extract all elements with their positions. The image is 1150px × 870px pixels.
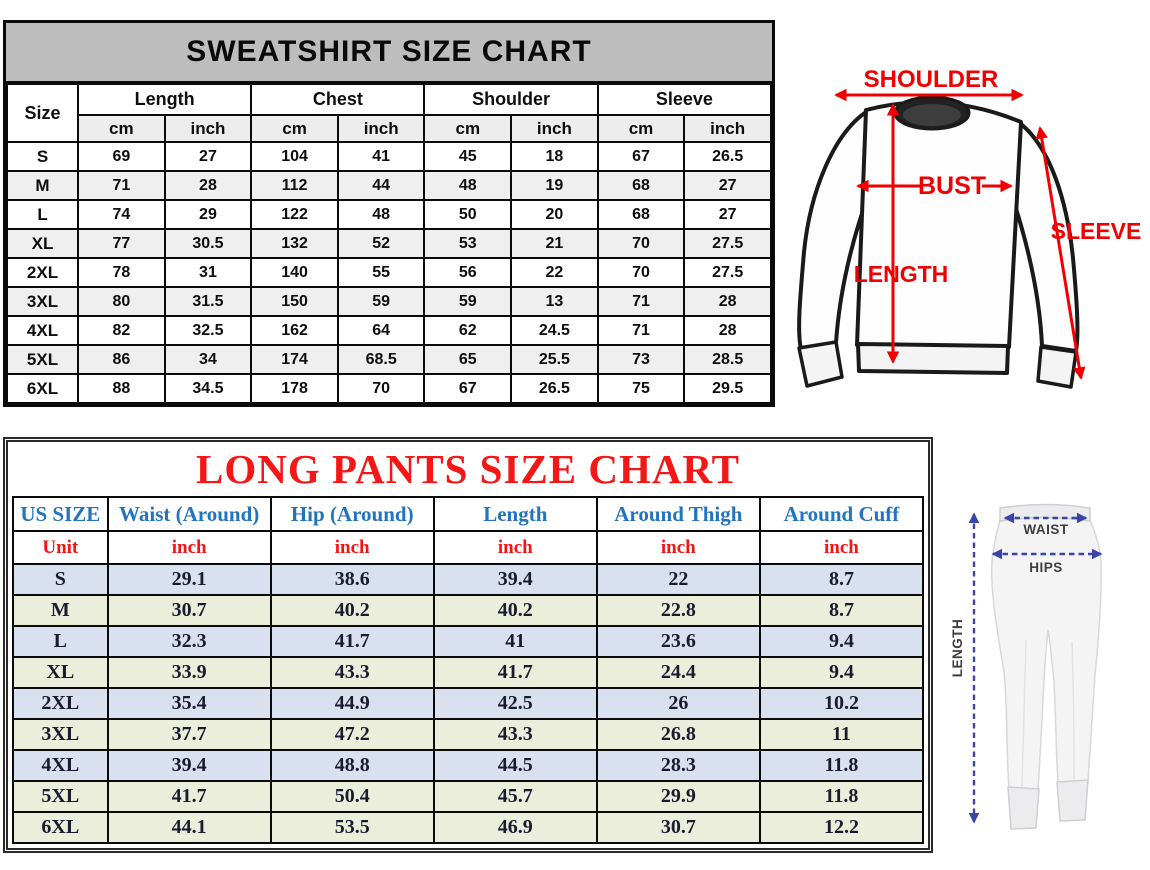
pants-table-row	[13, 719, 923, 750]
value-cell: 62	[424, 316, 511, 345]
value-cell: 80	[78, 287, 165, 316]
value-cell: 26.8	[597, 719, 760, 750]
value-cell: 41.7	[108, 781, 271, 812]
value-cell: 22	[511, 258, 598, 287]
value-cell: 38.6	[271, 564, 434, 595]
value-cell: 39.4	[108, 750, 271, 781]
value-cell: 27	[165, 142, 252, 171]
pants-table-row	[13, 657, 923, 688]
col-header-around-cuff: Around Cuff	[760, 497, 923, 531]
size-cell: XL	[13, 657, 108, 688]
value-cell: 78	[78, 258, 165, 287]
pants-table-body	[13, 564, 923, 843]
size-cell: L	[13, 626, 108, 657]
value-cell: 41	[338, 142, 425, 171]
value-cell: 132	[251, 229, 338, 258]
value-cell: 26	[597, 688, 760, 719]
pants-diagram	[930, 430, 1150, 870]
value-cell: 150	[251, 287, 338, 316]
pants-table-row	[13, 688, 923, 719]
value-cell: 35.4	[108, 688, 271, 719]
value-cell: 50.4	[271, 781, 434, 812]
value-cell: 68	[598, 171, 685, 200]
value-cell: 178	[251, 374, 338, 403]
col-header-around-thigh: Around Thigh	[597, 497, 760, 531]
col-header-waist: Waist (Around)	[108, 497, 271, 531]
size-cell: S	[13, 564, 108, 595]
value-cell: 56	[424, 258, 511, 287]
value-cell: 43.3	[434, 719, 597, 750]
unit-cell: inch	[271, 531, 434, 564]
value-cell: 77	[78, 229, 165, 258]
col-group-sleeve: Sleeve	[598, 84, 771, 115]
sweatshirt-table-row	[7, 171, 771, 200]
value-cell: 31.5	[165, 287, 252, 316]
value-cell: 45	[424, 142, 511, 171]
value-cell: 70	[338, 374, 425, 403]
value-cell: 59	[338, 287, 425, 316]
col-header-us-size: US SIZE	[13, 497, 108, 531]
value-cell: 174	[251, 345, 338, 374]
unit-header: inch	[511, 115, 598, 142]
value-cell: 28	[684, 287, 771, 316]
value-cell: 12.2	[760, 812, 923, 843]
value-cell: 71	[598, 316, 685, 345]
value-cell: 122	[251, 200, 338, 229]
size-cell: 6XL	[7, 374, 78, 403]
value-cell: 71	[78, 171, 165, 200]
sweatshirt-table-row	[7, 287, 771, 316]
value-cell: 42.5	[434, 688, 597, 719]
sweatshirt-table-row	[7, 345, 771, 374]
pants-table-row	[13, 781, 923, 812]
value-cell: 24.4	[597, 657, 760, 688]
sweatshirt-chart-title: SWEATSHIRT SIZE CHART	[6, 23, 772, 83]
value-cell: 29.1	[108, 564, 271, 595]
value-cell: 86	[78, 345, 165, 374]
shoulder-measure-label: SHOULDER	[863, 66, 999, 93]
size-cell: M	[13, 595, 108, 626]
value-cell: 28	[684, 316, 771, 345]
value-cell: 8.7	[760, 564, 923, 595]
value-cell: 67	[598, 142, 685, 171]
value-cell: 30.7	[597, 812, 760, 843]
value-cell: 70	[598, 229, 685, 258]
long-pants-size-chart	[3, 437, 933, 853]
value-cell: 64	[338, 316, 425, 345]
length-measure-label: LENGTH	[853, 261, 949, 287]
sleeve-measure-label: SLEEVE	[1050, 218, 1142, 244]
value-cell: 34.5	[165, 374, 252, 403]
sweatshirt-table-body	[7, 142, 771, 403]
waist-measure-label: WAIST	[1023, 522, 1069, 537]
pants-table-row	[13, 564, 923, 595]
pants-table-row	[13, 626, 923, 657]
value-cell: 70	[598, 258, 685, 287]
sweatshirt-diagram	[778, 0, 1150, 430]
size-cell: 2XL	[7, 258, 78, 287]
unit-header: inch	[684, 115, 771, 142]
unit-header: inch	[165, 115, 252, 142]
value-cell: 44.9	[271, 688, 434, 719]
value-cell: 31	[165, 258, 252, 287]
unit-cell: inch	[434, 531, 597, 564]
sweatshirt-drawing	[799, 97, 1077, 387]
sweatshirt-table-row	[7, 258, 771, 287]
value-cell: 25.5	[511, 345, 598, 374]
value-cell: 69	[78, 142, 165, 171]
unit-header: inch	[338, 115, 425, 142]
value-cell: 11.8	[760, 781, 923, 812]
value-cell: 74	[78, 200, 165, 229]
sweatshirt-table-row	[7, 316, 771, 345]
value-cell: 48.8	[271, 750, 434, 781]
unit-cell: inch	[760, 531, 923, 564]
size-cell: S	[7, 142, 78, 171]
value-cell: 112	[251, 171, 338, 200]
value-cell: 67	[424, 374, 511, 403]
col-group-length: Length	[78, 84, 251, 115]
unit-header: cm	[78, 115, 165, 142]
sweatshirt-table-row	[7, 200, 771, 229]
value-cell: 27	[684, 171, 771, 200]
size-cell: 4XL	[7, 316, 78, 345]
value-cell: 48	[424, 171, 511, 200]
value-cell: 20	[511, 200, 598, 229]
size-cell: 6XL	[13, 812, 108, 843]
value-cell: 59	[424, 287, 511, 316]
value-cell: 28.5	[684, 345, 771, 374]
unit-label: Unit	[13, 531, 108, 564]
unit-header: cm	[598, 115, 685, 142]
value-cell: 34	[165, 345, 252, 374]
value-cell: 82	[78, 316, 165, 345]
value-cell: 40.2	[271, 595, 434, 626]
sweatshirt-table-row	[7, 374, 771, 403]
value-cell: 65	[424, 345, 511, 374]
value-cell: 41	[434, 626, 597, 657]
unit-cell: inch	[108, 531, 271, 564]
value-cell: 28	[165, 171, 252, 200]
col-group-shoulder: Shoulder	[424, 84, 597, 115]
col-group-chest: Chest	[251, 84, 424, 115]
value-cell: 33.9	[108, 657, 271, 688]
value-cell: 44.1	[108, 812, 271, 843]
size-cell: 5XL	[7, 345, 78, 374]
value-cell: 47.2	[271, 719, 434, 750]
value-cell: 37.7	[108, 719, 271, 750]
value-cell: 46.9	[434, 812, 597, 843]
value-cell: 68	[598, 200, 685, 229]
col-header-length: Length	[434, 497, 597, 531]
right-cuff	[1057, 780, 1088, 821]
size-cell: 2XL	[13, 688, 108, 719]
value-cell: 39.4	[434, 564, 597, 595]
size-cell: 3XL	[7, 287, 78, 316]
value-cell: 22.8	[597, 595, 760, 626]
bust-measure-label: BUST	[917, 172, 987, 200]
value-cell: 104	[251, 142, 338, 171]
hips-measure-label: HIPS	[1029, 560, 1063, 575]
value-cell: 26.5	[684, 142, 771, 171]
value-cell: 30.7	[108, 595, 271, 626]
value-cell: 29.5	[684, 374, 771, 403]
col-header-hip: Hip (Around)	[271, 497, 434, 531]
value-cell: 8.7	[760, 595, 923, 626]
value-cell: 32.3	[108, 626, 271, 657]
value-cell: 27.5	[684, 229, 771, 258]
value-cell: 24.5	[511, 316, 598, 345]
value-cell: 11.8	[760, 750, 923, 781]
pants-table-row	[13, 750, 923, 781]
value-cell: 73	[598, 345, 685, 374]
value-cell: 30.5	[165, 229, 252, 258]
value-cell: 22	[597, 564, 760, 595]
value-cell: 52	[338, 229, 425, 258]
value-cell: 18	[511, 142, 598, 171]
col-header-size: Size	[7, 84, 78, 142]
pants-chart-title: LONG PANTS SIZE CHART	[196, 446, 740, 492]
unit-header: cm	[424, 115, 511, 142]
value-cell: 140	[251, 258, 338, 287]
size-cell: 3XL	[13, 719, 108, 750]
sweatshirt-table-row	[7, 142, 771, 171]
size-cell: L	[7, 200, 78, 229]
value-cell: 41.7	[271, 626, 434, 657]
value-cell: 29	[165, 200, 252, 229]
value-cell: 29.9	[597, 781, 760, 812]
value-cell: 44	[338, 171, 425, 200]
value-cell: 21	[511, 229, 598, 258]
value-cell: 43.3	[271, 657, 434, 688]
size-cell: 5XL	[13, 781, 108, 812]
size-cell: 4XL	[13, 750, 108, 781]
value-cell: 41.7	[434, 657, 597, 688]
left-cuff	[1008, 787, 1039, 829]
size-cell: XL	[7, 229, 78, 258]
value-cell: 9.4	[760, 657, 923, 688]
value-cell: 26.5	[511, 374, 598, 403]
value-cell: 19	[511, 171, 598, 200]
value-cell: 32.5	[165, 316, 252, 345]
value-cell: 71	[598, 287, 685, 316]
pants-size-table	[12, 496, 924, 844]
size-cell: M	[7, 171, 78, 200]
value-cell: 162	[251, 316, 338, 345]
value-cell: 27.5	[684, 258, 771, 287]
sweatshirt-size-table	[6, 83, 772, 404]
value-cell: 55	[338, 258, 425, 287]
value-cell: 13	[511, 287, 598, 316]
value-cell: 53.5	[271, 812, 434, 843]
value-cell: 27	[684, 200, 771, 229]
value-cell: 53	[424, 229, 511, 258]
value-cell: 28.3	[597, 750, 760, 781]
value-cell: 10.2	[760, 688, 923, 719]
pants-length-measure-label: LENGTH	[950, 618, 965, 678]
pants-table-row	[13, 595, 923, 626]
value-cell: 48	[338, 200, 425, 229]
value-cell: 11	[760, 719, 923, 750]
pants-table-row	[13, 812, 923, 843]
value-cell: 75	[598, 374, 685, 403]
pants-drawing	[992, 505, 1102, 830]
value-cell: 88	[78, 374, 165, 403]
unit-cell: inch	[597, 531, 760, 564]
sweatshirt-size-chart	[3, 20, 775, 407]
unit-header: cm	[251, 115, 338, 142]
value-cell: 44.5	[434, 750, 597, 781]
value-cell: 40.2	[434, 595, 597, 626]
value-cell: 68.5	[338, 345, 425, 374]
value-cell: 45.7	[434, 781, 597, 812]
value-cell: 50	[424, 200, 511, 229]
sweatshirt-table-row	[7, 229, 771, 258]
value-cell: 9.4	[760, 626, 923, 657]
value-cell: 23.6	[597, 626, 760, 657]
